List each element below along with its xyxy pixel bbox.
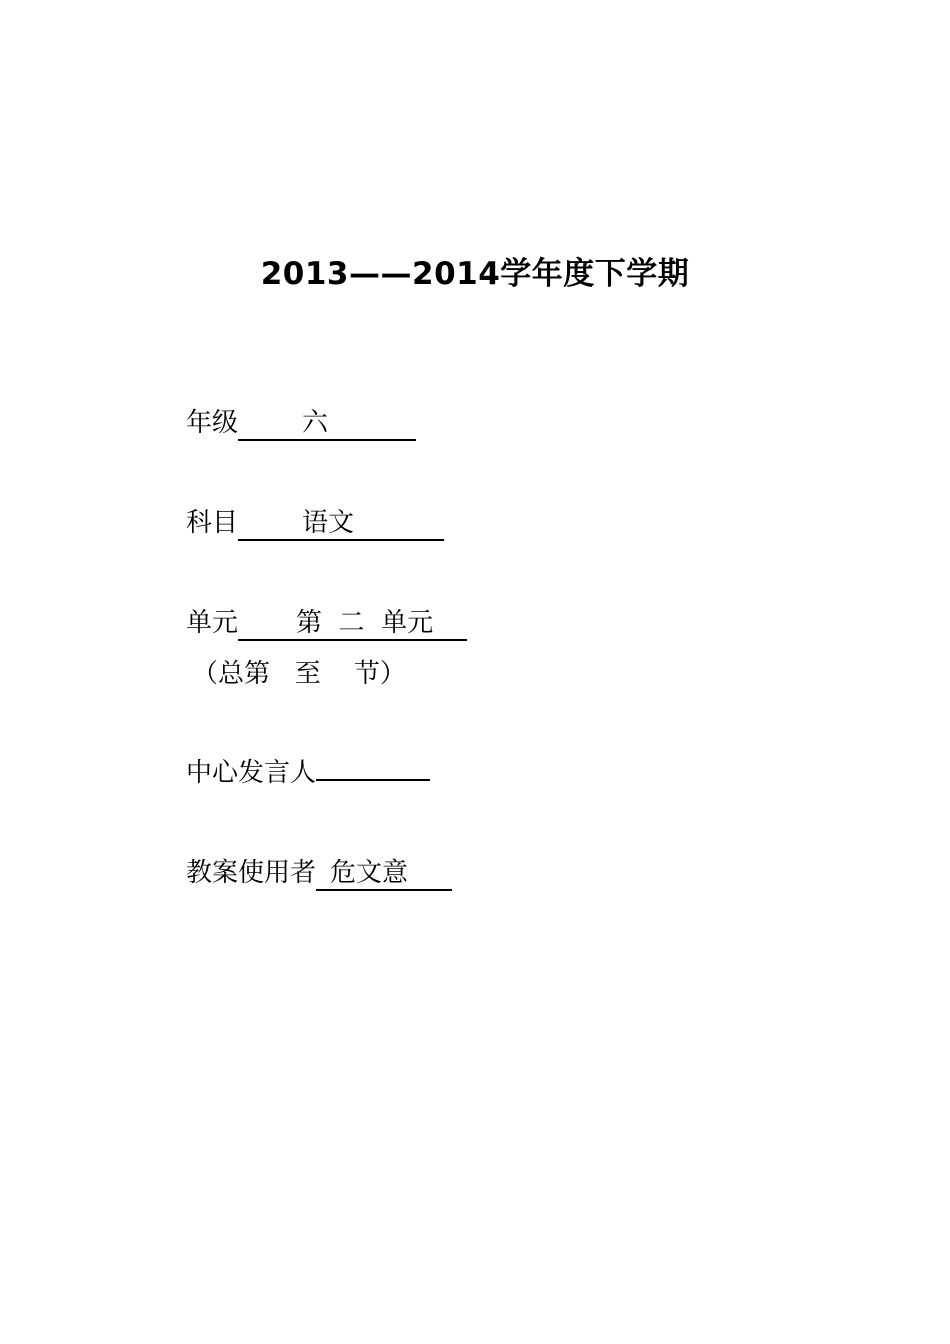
- user-value-line: [316, 858, 452, 891]
- unit-label: 单元: [186, 608, 239, 638]
- grade-value-line: [238, 408, 416, 441]
- subject-label: 科目: [186, 508, 239, 538]
- speaker-label: 中心发言人: [186, 758, 317, 788]
- unit-range-text: （总第 至 节）: [192, 659, 406, 689]
- speaker-value-line: [316, 778, 430, 781]
- grade-field: [186, 405, 416, 441]
- grade-value: 六: [302, 408, 329, 438]
- subject-value: 语文: [302, 508, 355, 538]
- unit-field: [186, 605, 467, 641]
- subject-field: [186, 505, 444, 541]
- user-field: [186, 855, 452, 891]
- unit-value: 第 二 单元: [296, 608, 434, 638]
- user-label: 教案使用者: [186, 858, 317, 888]
- grade-label: 年级: [186, 408, 239, 438]
- speaker-field: [186, 755, 430, 791]
- subject-value-line: [238, 508, 444, 541]
- unit-value-line: [238, 608, 467, 641]
- document-title: 2013——2014学年度下学期: [260, 256, 690, 292]
- user-value: 危文意: [330, 858, 409, 888]
